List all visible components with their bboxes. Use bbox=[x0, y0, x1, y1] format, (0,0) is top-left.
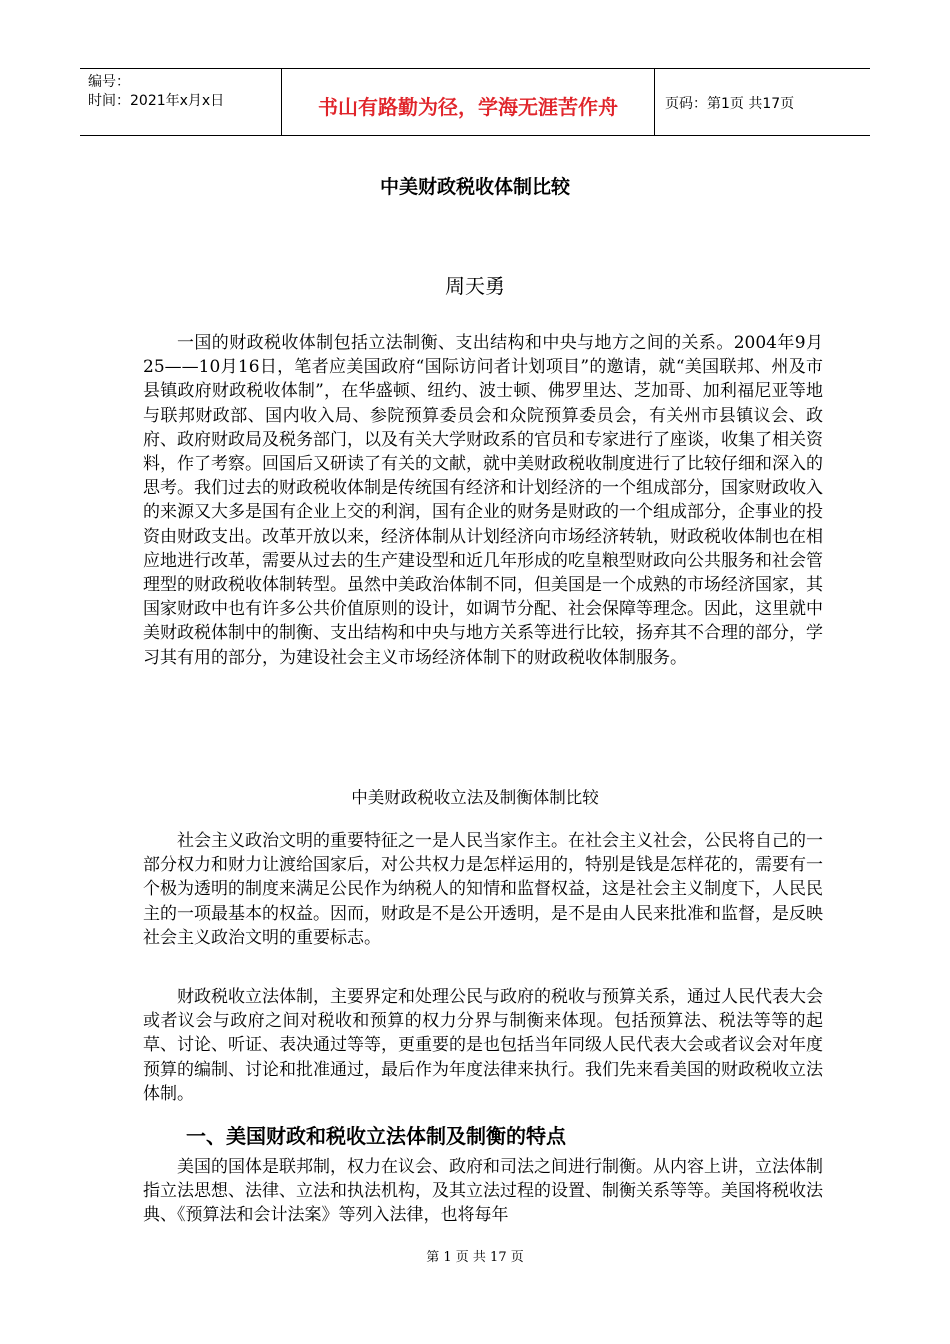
section-heading: 一、美国财政和税收立法体制及制衡的特点 bbox=[186, 1124, 566, 1148]
header-meta-cell bbox=[80, 69, 282, 135]
header-page-label: 页码：第1页 共17页 bbox=[665, 96, 795, 112]
body-paragraph: 财政税收立法体制，主要界定和处理公民与政府的税收与预算关系，通过人民代表大会或者议会与政府之间对税收和预算的权力分界与制衡来体现。包括预算法、税法等等的起草、讨论、听证、表决通过等等，更重要的是也包括当年同级人民代表大会或者议会对年度预算的编制、讨论和批准通过，最后作为年度法律来执行。我们先来看美国的财政税收立法体制。 bbox=[143, 987, 823, 1104]
document-number-label: 编号： bbox=[88, 74, 130, 90]
document-time-label: 时间：2021年x月x日 bbox=[88, 93, 225, 109]
intro-paragraph: 一国的财政税收体制包括立法制衡、支出结构和中央与地方之间的关系。2004年9月25——10月16日，笔者应美国政府“国际访问者计划项目”的邀请，就“美国联邦、州及市县镇政府财政税收体制”，在华盛顿、纽约、波士顿、佛罗里达、芝加哥、加利福尼亚等地与联邦财政部、国内收入局、参院预算委员会和众院预算委员会，有关州市县镇议会、政府、政府财政局及税务部门，以及有关大学财政系的官员和专家进行了座谈，收集了相关资料，作了考察。回国后又研读了有关的文献，就中美财政税收制度进行了比较仔细和深入的思考。我们过去的财政税收体制是传统国有经济和计划经济的一个组成部分，国家财政收入的来源又大多是国有企业上交的利润，国有企业的财务是财政的一个组成部分，企事业的投资由财政支出。改革开放以来，经济体制从计划经济向市场经济转轨，财政税收体制也在相应地进行改革，需要从过去的生产建设型和近几年形成的吃皇粮型财政向公共服务和社会管理型的财政税收体制转型。虽然中美政治体制不同，但美国是一个成熟的市场经济国家，其国家财政中也有许多公共价值原则的设计，如调节分配、社会保障等理念。因此，这里就中美财政税体制中的制衡、支出结构和中央与地方关系等进行比较，扬弃其不合理的部分，学习其有用的部分，为建设社会主义市场经济体制下的财政税收体制服务。 bbox=[143, 333, 823, 668]
header-motto: 书山有路勤为径，学海无涯苦作舟 bbox=[282, 69, 655, 135]
header-table bbox=[80, 68, 870, 136]
subheading: 中美财政税收立法及制衡体制比较 bbox=[351, 788, 599, 807]
body-paragraph: 美国的国体是联邦制，权力在议会、政府和司法之间进行制衡。从内容上讲，立法体制指立法思想、法律、立法和执法机构，及其立法过程的设置、制衡关系等等。美国将税收法典、《预算法和会计法案》等列入法律，也将每年 bbox=[143, 1157, 823, 1226]
body-paragraph: 社会主义政治文明的重要特征之一是人民当家作主。在社会主义社会，公民将自己的一部分权力和财力让渡给国家后，对公共权力是怎样运用的，特别是钱是怎样花的，需要有一个极为透明的制度来满足公民作为纳税人的知情和监督权益，这是社会主义制度下，人民民主的一项最基本的权益。因而，财政是不是公开透明，是不是由人民来批准和监督，是反映社会主义政治文明的重要标志。 bbox=[143, 831, 823, 948]
document-author: 周天勇 bbox=[445, 274, 505, 298]
document-title: 中美财政税收体制比较 bbox=[379, 176, 570, 198]
page-footer: 第 1 页 共 17 页 bbox=[426, 1250, 524, 1265]
